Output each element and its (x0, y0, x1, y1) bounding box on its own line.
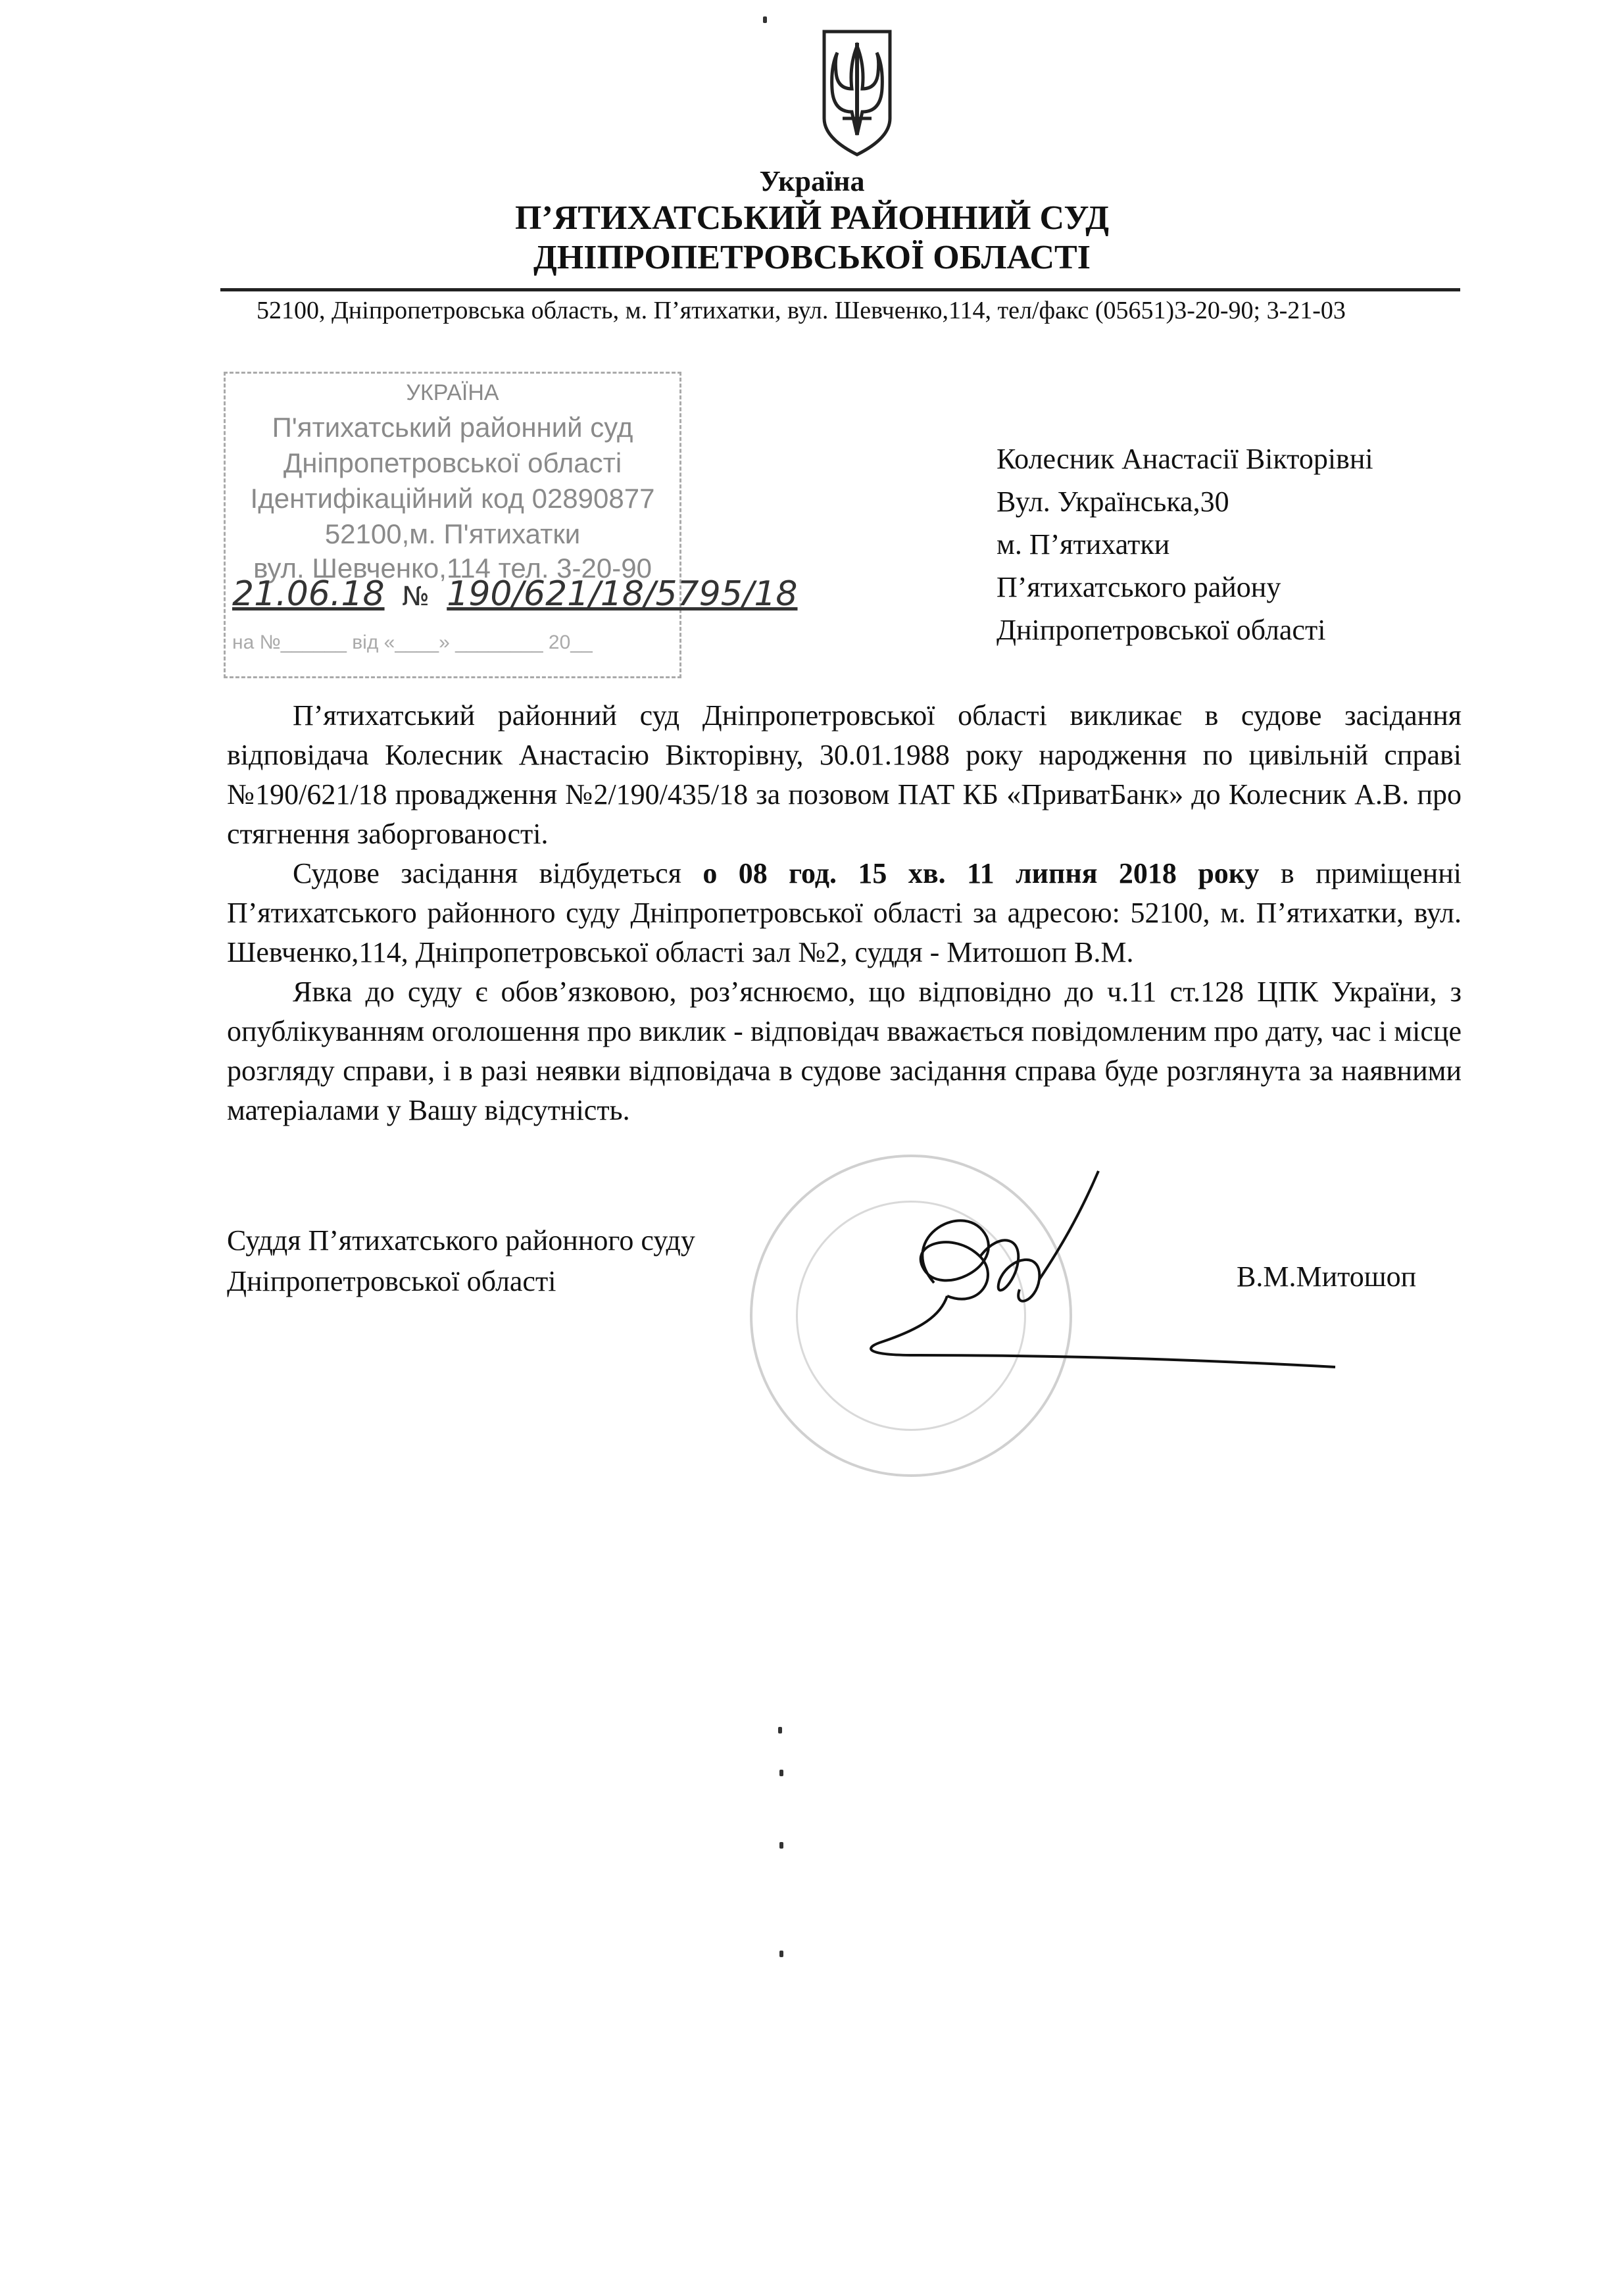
recipient-name: Колесник Анастасії Вікторівні (997, 443, 1373, 475)
scan-speck (779, 1770, 783, 1776)
scan-speck (763, 16, 767, 23)
judge-title-line-1: Суддя П’ятихатського районного суду (227, 1224, 695, 1257)
stamp-line-city: 52100,м. П'ятихатки (324, 518, 581, 549)
stamp-line-street: вул. Шевченко,114 тел. 3-20-90 (253, 553, 652, 584)
header-court-region: ДНІПРОПЕТРОВСЬКОЇ ОБЛАСТІ (533, 239, 1091, 276)
stamp-line-code: Ідентифікаційний код 02890877 (250, 483, 655, 514)
body-paragraph-2-start: Судове засідання відбудеться (293, 857, 703, 889)
letter-body (227, 696, 1462, 1130)
body-paragraph-1: П’ятихатський районний суд Дніпропетровської області викликає в судове засідання відповідача Колесник Анастасію Вікторівну, 30.01.1988 року народження по цивільній справі №190/621/18 провадження №2/190/435/18 за позовом ПАТ КБ «ПриватБанк» до Колесник А.В. про стягнення заборгованості. (227, 699, 1462, 850)
recipient-street: Вул. Українська,30 (997, 486, 1229, 518)
stamp-number: 190/621/18/5795/18 (447, 574, 798, 614)
recipient-region: Дніпропетровської області (997, 614, 1326, 646)
header-country: Україна (759, 165, 865, 197)
stamp-line-country: УКРАЇНА (406, 380, 499, 405)
body-paragraph-2 (227, 854, 1462, 972)
stamp-in-reply: на №______ від «____» ________ 20__ (232, 632, 593, 653)
stamp-line-court: П'ятихатський районний суд (272, 412, 633, 443)
recipient-city: м. П’ятихатки (997, 528, 1170, 561)
recipient-district: П’ятихатського району (997, 571, 1281, 603)
stamp-registration (232, 574, 798, 614)
stamp-line-region: Дніпропетровської області (283, 447, 622, 478)
recipient-block (997, 437, 1373, 651)
header-court-name: П’ЯТИХАТСЬКИЙ РАЙОННИЙ СУД (514, 199, 1110, 237)
judge-title-line-2: Дніпропетровської області (227, 1265, 556, 1297)
hearing-datetime: о 08 год. 15 хв. 11 липня 2018 року (702, 857, 1260, 889)
judge-name: В.М.Митошоп (1237, 1260, 1417, 1293)
body-paragraph-2-end: в приміщенні П’ятихатського районного суду Дніпропетровської області за адресою: 52100, м. П’ятихатки, вул. Шевченко,114, Дніпропетровської області зал №2, суддя - Митошоп В.М. (227, 857, 1462, 968)
stamp-date: 21.06.18 (232, 574, 385, 614)
judge-title (227, 1220, 695, 1302)
header-divider (220, 288, 1460, 291)
scan-speck (779, 1842, 783, 1849)
coat-of-arms-icon (811, 26, 903, 158)
registration-stamp (224, 372, 798, 678)
scan-speck (778, 1727, 782, 1733)
header-address: 52100, Дніпропетровська область, м. П’ятихатки, вул. Шевченко,114, тел/факс (05651)3-20-90; 3-21-03 (257, 297, 1346, 324)
body-paragraph-3: Явка до суду є обов’язковою, роз’яснюємо, що відповідно до ч.11 ст.128 ЦПК України, з опублікуванням оголошення про виклик - відповідач вважається повідомленим про дату, час і місце розгляду справи, і в разі неявки відповідача в судове засідання справа буде розглянута за наявними матеріалами у Вашу відсутність. (227, 976, 1462, 1126)
stamp-number-label: № (402, 582, 430, 612)
scan-speck (779, 1951, 783, 1957)
